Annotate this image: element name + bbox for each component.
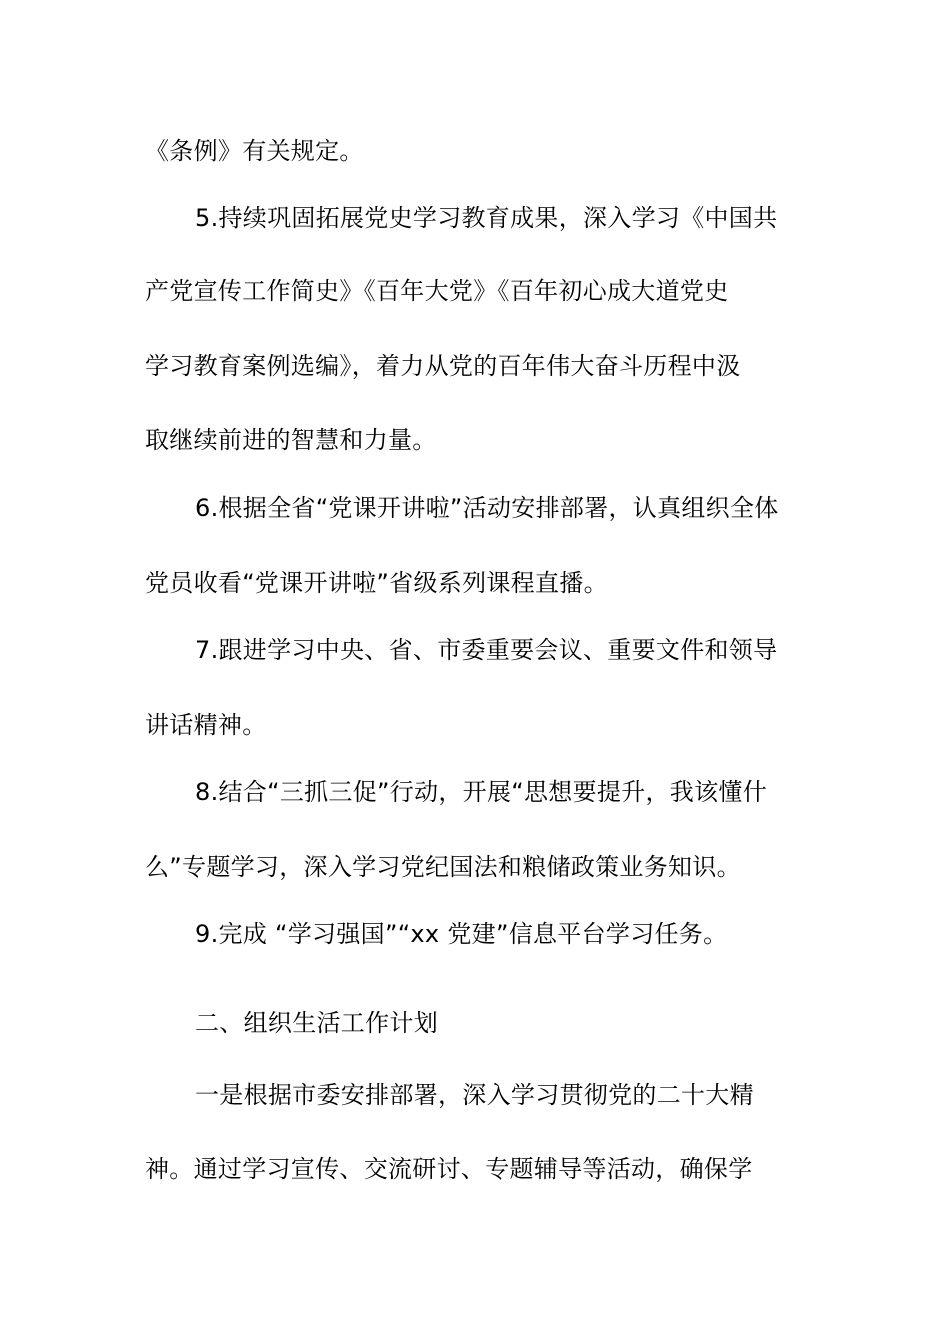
item-8-line: 8.结合“三抓三促”行动，开展“思想要提升，我该懂什 — [195, 778, 767, 806]
section-heading: 二、组织生活工作计划 — [195, 1009, 438, 1037]
item-7-line: 7.跟进学习中央、省、市委重要会议、重要文件和领导 — [195, 636, 778, 664]
paragraph-line: 一是根据市委安排部署，深入学习贯彻党的二十大精 — [195, 1081, 754, 1109]
text-line: 《条例》有关规定。 — [145, 137, 364, 165]
text-line: 产党宣传工作简史》《百年大党》《百年初心成大道党史 — [145, 277, 729, 305]
text-line: 么”专题学习，深入学习党纪国法和粮储政策业务知识。 — [145, 853, 741, 881]
text-line: 党员收看“党课开讲啦”省级系列课程直播。 — [145, 569, 608, 597]
text-line: 学习教育案例选编》，着力从党的百年伟大奋斗历程中汲 — [145, 352, 741, 380]
text-line: 取继续前进的智慧和力量。 — [145, 426, 437, 454]
item-6-line: 6.根据全省“党课开讲啦”活动安排部署，认真组织全体 — [195, 494, 779, 522]
item-5-line: 5.持续巩固拓展党史学习教育成果，深入学习《中国共 — [195, 204, 778, 232]
text-line: 讲话精神。 — [145, 711, 267, 739]
text-line: 神。通过学习宣传、交流研讨、专题辅导等活动，确保学 — [145, 1155, 753, 1183]
item-9-line: 9.完成 “学习强国”“xx 党建”信息平台学习任务。 — [195, 920, 728, 948]
